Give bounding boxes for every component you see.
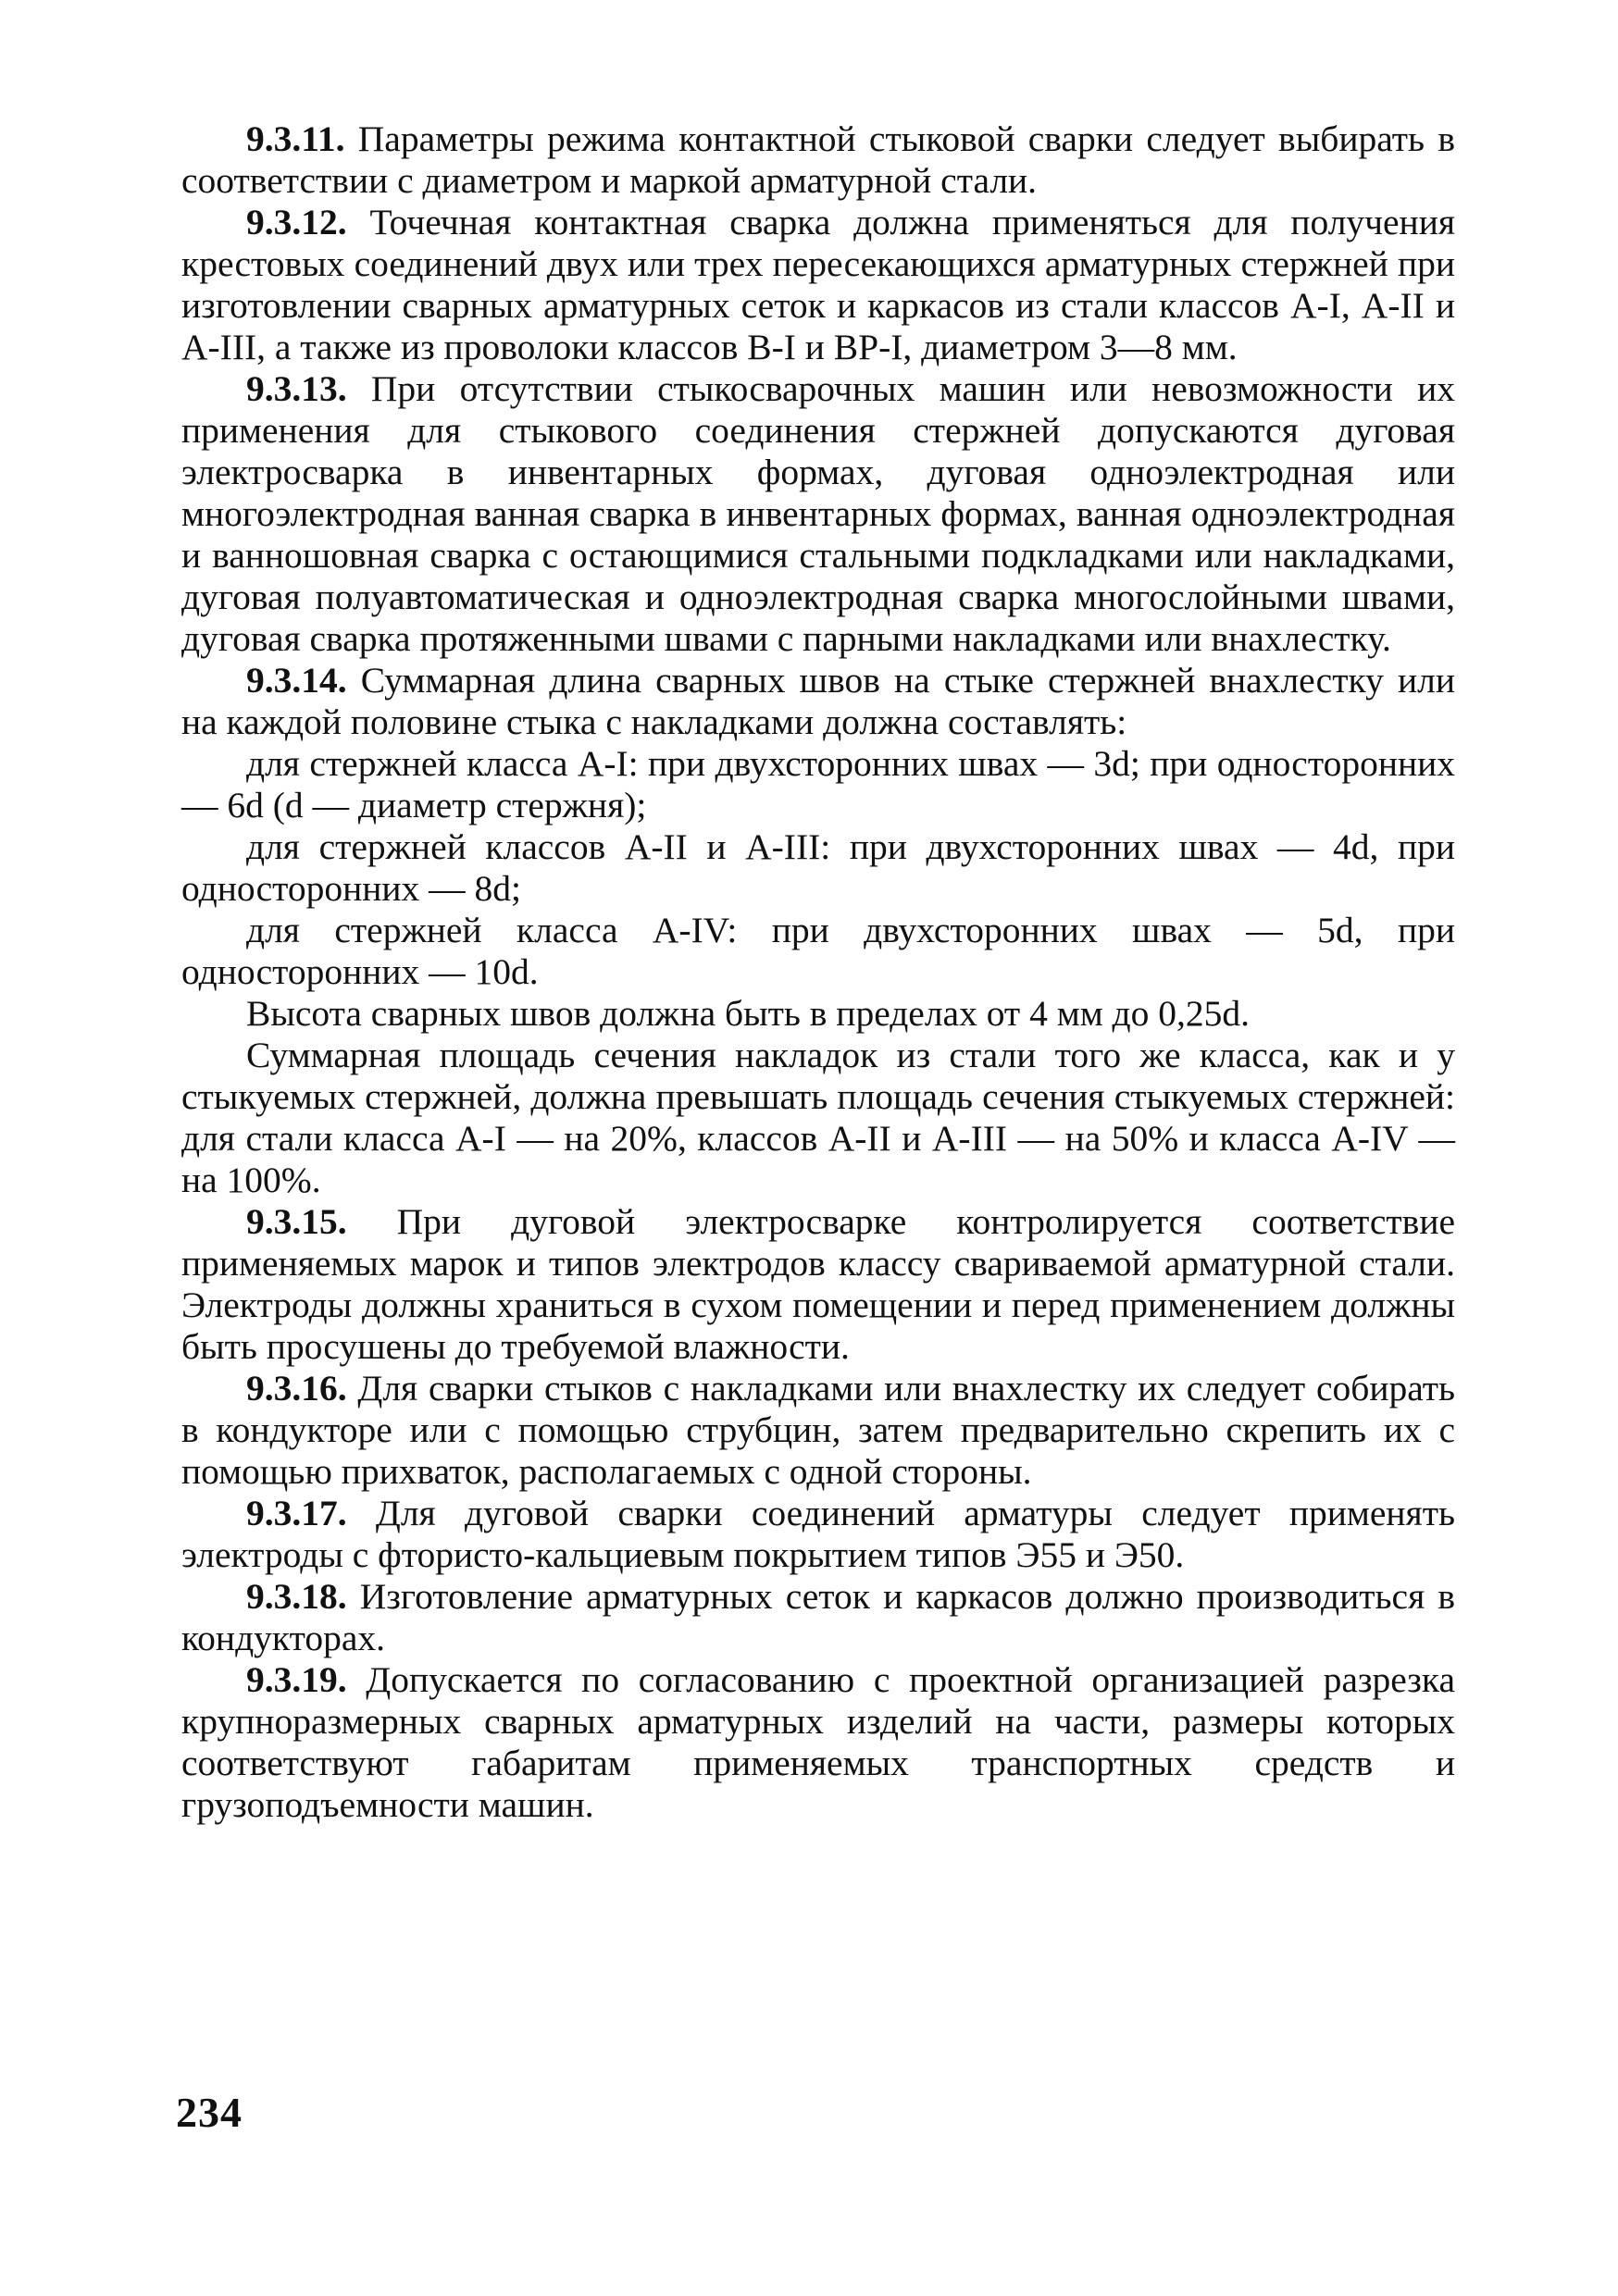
paragraph-text: При отсутствии стыкосварочных машин или невозможности их применения для стыкового соединения стержней допускаются дуговая электросварка в инвентарных формах, дуговая одноэлектродная или многоэлектродная ванная сварка в инвентарных формах, ванная одноэлектродная и ванношовная сварка с остающимися стальными подкладками или накладками, дуговая полуавтоматическая и одноэлектродная сварка многослойными швами, дуговая сварка протяженными швами с парными накладками или внахлестку. xyxy=(181,368,1455,659)
paragraph-text: Суммарная площадь сечения накладок из стали того же класса, как и у стыкуемых стержней, должна превышать площадь сечения стыкуемых стержней: для стали класса А-I — на 20%, классов А-II и А-III — на 50% и класса А-IV — на 100%. xyxy=(181,1035,1455,1200)
paragraph-class-a2-a3 xyxy=(181,826,1455,910)
paragraph-text: для стержней классов А-II и А-III: при двухсторонних швах — 4d, при односторонних — 8d; xyxy=(181,826,1455,909)
paragraph-text: для стержней класса А-IV: при двухсторонних швах — 5d, при односторонних — 10d. xyxy=(181,910,1455,992)
clause-number: 9.3.14. xyxy=(246,660,347,701)
paragraph-9-3-15 xyxy=(181,1201,1455,1368)
paragraph-9-3-12 xyxy=(181,202,1455,368)
clause-number: 9.3.12. xyxy=(246,202,347,242)
paragraph-9-3-11 xyxy=(181,118,1455,202)
clause-number: 9.3.18. xyxy=(246,1576,347,1617)
paragraph-text: При дуговой электросварке контролируется соответствие применяемых марок и типов электродов классу свариваемой арматурной стали. Электроды должны храниться в сухом помещении и перед применением должны быть просушены до требуемой влажности. xyxy=(181,1201,1455,1367)
page-number: 234 xyxy=(176,2089,243,2136)
clause-number: 9.3.11. xyxy=(246,118,345,159)
clause-number: 9.3.16. xyxy=(246,1368,347,1409)
clause-number: 9.3.19. xyxy=(246,1659,347,1700)
paragraph-9-3-13 xyxy=(181,368,1455,660)
paragraph-9-3-18 xyxy=(181,1576,1455,1659)
clause-number: 9.3.13. xyxy=(246,368,347,409)
paragraph-text: Допускается по согласованию с проектной организацией разрезка крупноразмерных сварных арматурных изделий на части, размеры которых соответствуют габаритам применяемых транспортных средств и грузоподъемности машин. xyxy=(181,1659,1455,1825)
paragraph-text: Для дуговой сварки соединений арматуры следует применять электроды с фтористо-кальциевым покрытием типов Э55 и Э50. xyxy=(181,1493,1455,1575)
clause-number: 9.3.17. xyxy=(246,1493,347,1533)
paragraph-9-3-19 xyxy=(181,1659,1455,1826)
paragraph-text: Суммарная длина сварных швов на стыке стержней внахлестку или на каждой половине стыка с накладками должна составлять: xyxy=(181,660,1455,742)
paragraph-text: Параметры режима контактной стыковой сварки следует выбирать в соответствии с диаметром и маркой арматурной стали. xyxy=(181,118,1455,201)
paragraph-text: для стержней класса А-I: при двухсторонних швах — 3d; при односторонних — 6d (d — диаметр стержня); xyxy=(181,743,1455,825)
paragraph-9-3-16 xyxy=(181,1368,1455,1493)
document-page xyxy=(181,118,1455,1826)
paragraph-9-3-14 xyxy=(181,660,1455,743)
paragraph-weld-height xyxy=(181,993,1455,1035)
paragraph-text: Высота сварных швов должна быть в пределах от 4 мм до 0,25d. xyxy=(246,993,1251,1034)
paragraph-text: Изготовление арматурных сеток и каркасов должно производиться в кондукторах. xyxy=(181,1576,1455,1658)
clause-number: 9.3.15. xyxy=(246,1201,347,1242)
paragraph-9-3-17 xyxy=(181,1493,1455,1576)
paragraph-text: Точечная контактная сварка должна применяться для получения крестовых соединений двух или трех пересекающихся арматурных стержней при изготовлении сварных арматурных сеток и каркасов из стали классов А-I, А-II и А-III, а также из проволоки классов В-I и ВР-I, диаметром 3—8 мм. xyxy=(181,202,1455,367)
paragraph-text: Для сварки стыков с накладками или внахлестку их следует собирать в кондукторе или с помощью струбцин, затем предварительно скрепить их с помощью прихваток, располагаемых с одной стороны. xyxy=(181,1368,1455,1492)
paragraph-class-a1 xyxy=(181,743,1455,826)
paragraph-class-a4 xyxy=(181,910,1455,993)
paragraph-plate-area xyxy=(181,1035,1455,1201)
